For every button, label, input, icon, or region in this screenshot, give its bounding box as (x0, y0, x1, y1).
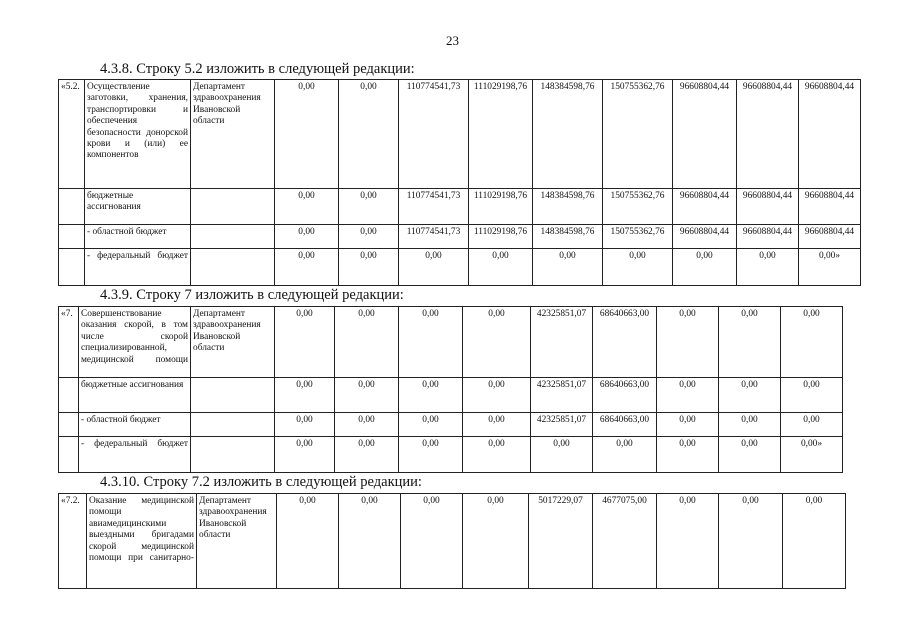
value-cell: 0,00 (593, 437, 657, 473)
value-cell: 0,00 (781, 307, 843, 378)
table-row (59, 413, 843, 437)
table-row (59, 307, 843, 378)
value-cell: 150755362,76 (603, 80, 673, 189)
table-row (59, 249, 861, 286)
section-heading: 4.3.9. Строку 7 изложить в следующей редакции: (100, 287, 404, 303)
value-cell: 0,00 (603, 249, 673, 286)
row-department: Департамент здравоохранения Ивановской области (191, 80, 275, 189)
value-cell: 0,00 (339, 225, 399, 249)
value-cell: 148384598,76 (533, 225, 603, 249)
value-cell: 42325851,07 (531, 307, 593, 378)
row-code (59, 249, 85, 286)
row-department (191, 437, 275, 473)
value-cell: 0,00 (339, 189, 399, 225)
value-cell: 150755362,76 (603, 225, 673, 249)
row-name: бюджетные ассигнования (85, 189, 191, 225)
value-cell: 0,00 (275, 437, 335, 473)
value-cell: 0,00 (719, 413, 781, 437)
value-cell: 0,00 (275, 413, 335, 437)
value-cell: 0,00 (335, 413, 399, 437)
value-cell: 0,00 (275, 307, 335, 378)
value-cell: 0,00 (463, 494, 529, 589)
row-name: - федеральный бюджет (85, 249, 191, 286)
value-cell: 0,00 (335, 378, 399, 413)
value-cell: 0,00 (533, 249, 603, 286)
value-cell: 96608804,44 (737, 189, 799, 225)
section-heading: 4.3.10. Строку 7.2 изложить в следующей редакции: (100, 474, 422, 490)
value-cell: 0,00 (277, 494, 339, 589)
row-name: Оказание медицинской помощи авиамедицинскими выездными бригадами скорой медицинской помощи при санитарно- (87, 494, 197, 589)
row-code (59, 378, 79, 413)
row-code: «7.2. (59, 494, 87, 589)
row-name: - областной бюджет (79, 413, 191, 437)
value-cell: 111029198,76 (469, 189, 533, 225)
budget-table (58, 306, 843, 473)
value-cell: 96608804,44 (737, 225, 799, 249)
value-cell: 68640663,00 (593, 307, 657, 378)
value-cell: 0,00 (469, 249, 533, 286)
section-heading: 4.3.8. Строку 5.2 изложить в следующей редакции: (100, 61, 415, 77)
value-cell: 0,00 (275, 80, 339, 189)
value-cell: 150755362,76 (603, 189, 673, 225)
value-cell: 0,00 (657, 307, 719, 378)
value-cell: 0,00 (335, 307, 399, 378)
row-code (59, 225, 85, 249)
value-cell: 0,00 (335, 437, 399, 473)
value-cell: 111029198,76 (469, 80, 533, 189)
row-name: - областной бюджет (85, 225, 191, 249)
value-cell: 110774541,73 (399, 225, 469, 249)
value-cell: 42325851,07 (531, 413, 593, 437)
value-cell: 5017229,07 (529, 494, 593, 589)
value-cell: 0,00 (463, 378, 531, 413)
value-cell: 0,00 (399, 413, 463, 437)
value-cell: 42325851,07 (531, 378, 593, 413)
value-cell: 0,00 (275, 249, 339, 286)
row-name: - федеральный бюджет (79, 437, 191, 473)
table-row (59, 378, 843, 413)
value-cell: 0,00 (339, 494, 401, 589)
row-code (59, 437, 79, 473)
value-cell: 0,00 (737, 249, 799, 286)
value-cell: 96608804,44 (799, 189, 861, 225)
value-cell: 0,00 (719, 307, 781, 378)
value-cell: 0,00 (275, 378, 335, 413)
row-name: бюджетные ассигнования (79, 378, 191, 413)
row-code (59, 189, 85, 225)
row-department (191, 225, 275, 249)
table-row (59, 225, 861, 249)
value-cell: 110774541,73 (399, 80, 469, 189)
value-cell: 96608804,44 (673, 189, 737, 225)
value-cell: 0,00 (463, 307, 531, 378)
value-cell: 0,00 (781, 378, 843, 413)
row-department (191, 413, 275, 437)
row-department (191, 378, 275, 413)
value-cell: 68640663,00 (593, 413, 657, 437)
row-name: Совершенствование оказания скорой, в том числе скорой специализированной, медицинской помощи (79, 307, 191, 378)
row-department: Департамент здравоохранения Ивановской области (197, 494, 277, 589)
value-cell: 96608804,44 (799, 80, 861, 189)
value-cell: 0,00 (401, 494, 463, 589)
value-cell: 0,00 (399, 249, 469, 286)
value-cell: 148384598,76 (533, 80, 603, 189)
value-cell: 96608804,44 (673, 80, 737, 189)
row-department (191, 189, 275, 225)
value-cell: 0,00 (399, 378, 463, 413)
value-cell: 0,00 (275, 189, 339, 225)
value-cell: 0,00 (399, 437, 463, 473)
table-row (59, 80, 861, 189)
value-cell: 0,00 (275, 225, 339, 249)
value-cell: 0,00 (399, 307, 463, 378)
value-cell: 0,00 (783, 494, 846, 589)
value-cell: 110774541,73 (399, 189, 469, 225)
row-department: Департамент здравоохранения Ивановской области (191, 307, 275, 378)
row-code (59, 413, 79, 437)
table-row (59, 189, 861, 225)
value-cell: 0,00 (463, 437, 531, 473)
value-cell: 0,00 (719, 494, 783, 589)
value-cell: 0,00 (339, 80, 399, 189)
value-cell: 96608804,44 (737, 80, 799, 189)
value-cell: 0,00 (719, 437, 781, 473)
row-code: «7. (59, 307, 79, 378)
value-cell: 0,00 (719, 378, 781, 413)
value-cell: 0,00 (531, 437, 593, 473)
value-cell: 0,00 (657, 437, 719, 473)
page-number: 23 (446, 33, 459, 48)
value-cell: 68640663,00 (593, 378, 657, 413)
value-cell: 96608804,44 (799, 225, 861, 249)
value-cell: 0,00» (799, 249, 861, 286)
row-department (191, 249, 275, 286)
budget-table (58, 79, 861, 286)
value-cell: 148384598,76 (533, 189, 603, 225)
value-cell: 0,00 (657, 378, 719, 413)
row-code: «5.2. (59, 80, 85, 189)
value-cell: 0,00 (673, 249, 737, 286)
row-name: Осуществление заготовки, хранения, транспортировки и обеспечения безопасности донорской крови и (или) ее компонентов (85, 80, 191, 189)
value-cell: 0,00 (657, 413, 719, 437)
table-row (59, 494, 846, 589)
value-cell: 0,00 (657, 494, 719, 589)
value-cell: 0,00» (781, 437, 843, 473)
value-cell: 4677075,00 (593, 494, 657, 589)
table-row (59, 437, 843, 473)
value-cell: 0,00 (339, 249, 399, 286)
value-cell: 0,00 (781, 413, 843, 437)
value-cell: 96608804,44 (673, 225, 737, 249)
value-cell: 0,00 (463, 413, 531, 437)
value-cell: 111029198,76 (469, 225, 533, 249)
budget-table (58, 493, 846, 589)
